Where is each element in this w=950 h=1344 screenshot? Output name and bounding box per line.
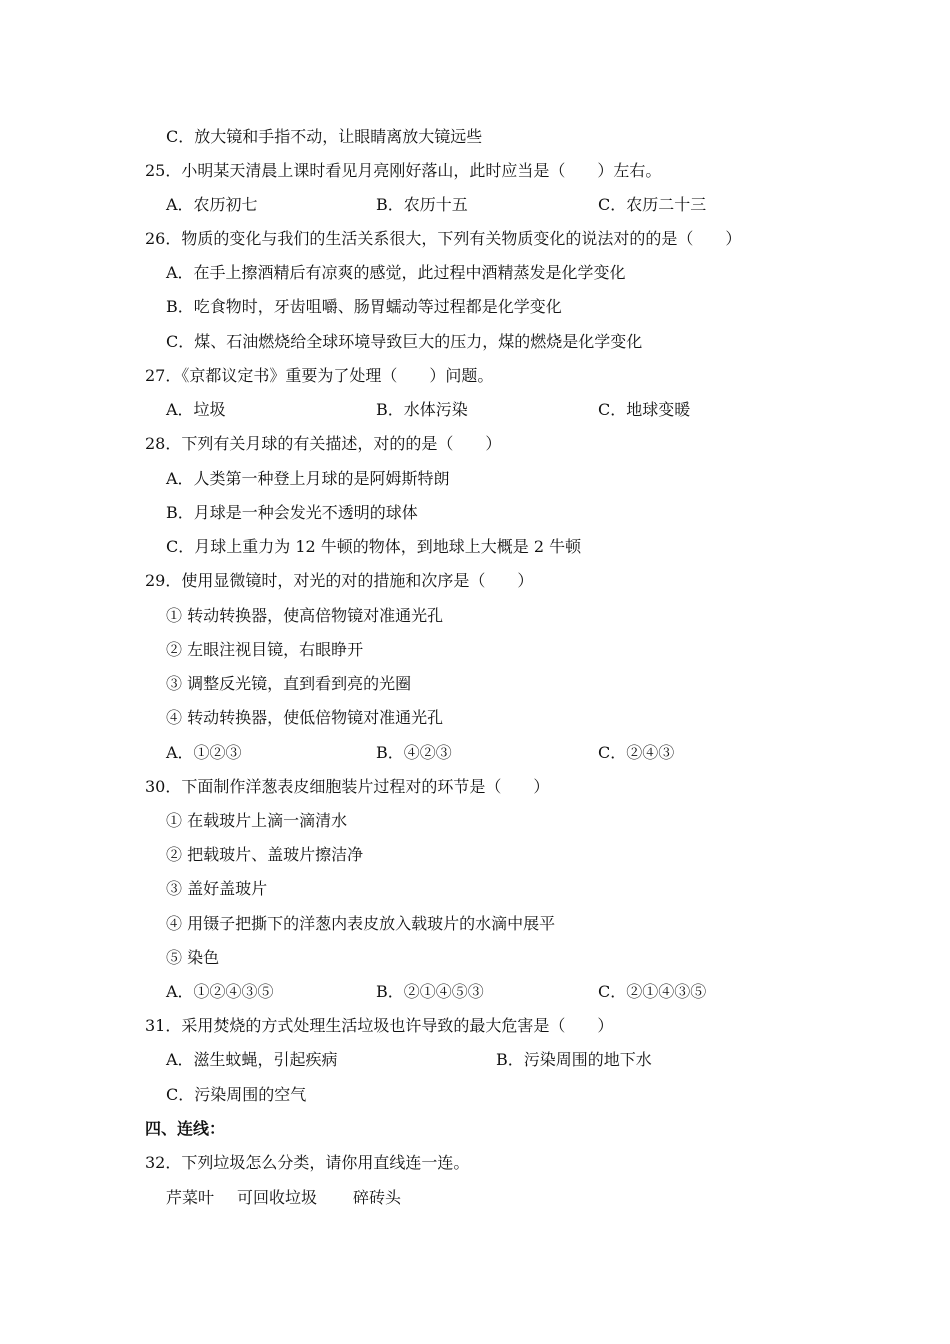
q25-option-c: C．农历二十三 (598, 195, 707, 214)
section-heading-matching: 四、连线： (145, 1119, 226, 1138)
q26-option-c: C．煤、石油燃烧给全球环境导致巨大的压力，煤的燃烧是化学变化 (166, 332, 643, 351)
q32-item-broken-brick: 碎砖头 (353, 1188, 402, 1207)
q29-step-2: ② 左眼注视目镜，右眼睁开 (166, 640, 364, 659)
q28-option-b: B．月球是一种会发光不透明的球体 (166, 503, 418, 522)
question-30: 30．下面制作洋葱表皮细胞装片过程对的环节是（ ） (145, 777, 550, 796)
q29-step-4: ④ 转动转换器，使低倍物镜对准通光孔 (166, 708, 444, 727)
q29-step-3: ③ 调整反光镜，直到看到亮的光圈 (166, 674, 412, 693)
q29-option-b: B．④②③ (376, 743, 452, 762)
q28-option-a: A．人类第一种登上月球的是阿姆斯特朗 (166, 469, 450, 488)
question-26: 26．物质的变化与我们的生活关系很大，下列有关物质变化的说法对的的是（ ） (145, 229, 742, 248)
q32-category-recyclable: 可回收垃圾 (237, 1188, 318, 1207)
q27-option-c: C．地球变暖 (598, 400, 691, 419)
q30-step-1: ① 在载玻片上滴一滴清水 (166, 811, 348, 830)
q30-step-3: ③ 盖好盖玻片 (166, 879, 268, 898)
q30-step-4: ④ 用镊子把撕下的洋葱内表皮放入载玻片的水滴中展平 (166, 914, 556, 933)
q28-option-c: C．月球上重力为 12 牛顿的物体，到地球上大概是 2 牛顿 (166, 537, 582, 556)
q30-step-5: ⑤ 染色 (166, 948, 220, 967)
q30-option-b: B．②①④⑤③ (376, 982, 484, 1001)
q29-option-a: A．①②③ (166, 743, 242, 762)
q24-option-c: C．放大镜和手指不动，让眼睛离放大镜远些 (166, 127, 483, 146)
question-32: 32．下列垃圾怎么分类，请你用直线连一连。 (145, 1153, 470, 1172)
q25-option-b: B．农历十五 (376, 195, 468, 214)
q26-option-a: A．在手上擦酒精后有凉爽的感觉，此过程中酒精蒸发是化学变化 (166, 263, 626, 282)
q27-option-a: A．垃圾 (166, 400, 226, 419)
q26-option-b: B．吃食物时，牙齿咀嚼、肠胃蠕动等过程都是化学变化 (166, 297, 562, 316)
question-31: 31．采用焚烧的方式处理生活垃圾也许导致的最大危害是（ ） (145, 1016, 614, 1035)
q31-option-a: A．滋生蚊蝇，引起疾病 (166, 1050, 338, 1069)
q27-option-b: B．水体污染 (376, 400, 468, 419)
q31-option-c: C．污染周围的空气 (166, 1085, 307, 1104)
q25-option-a: A．农历初七 (166, 195, 258, 214)
q29-option-c: C．②④③ (598, 743, 675, 762)
q29-step-1: ① 转动转换器，使高倍物镜对准通光孔 (166, 606, 444, 625)
q30-step-2: ② 把载玻片、盖玻片擦洁净 (166, 845, 364, 864)
q32-item-celery-leaf: 芹菜叶 (166, 1188, 215, 1207)
question-29: 29．使用显微镜时，对光的对的措施和次序是（ ） (145, 571, 534, 590)
q30-option-c: C．②①④③⑤ (598, 982, 707, 1001)
q31-option-b: B．污染周围的地下水 (496, 1050, 652, 1069)
question-25: 25．小明某天清晨上课时看见月亮刚好落山，此时应当是（ ）左右。 (145, 161, 662, 180)
q30-option-a: A．①②④③⑤ (166, 982, 274, 1001)
question-28: 28．下列有关月球的有关描述，对的的是（ ） (145, 434, 502, 453)
question-27: 27．《京都议定书》重要为了处理（ ）问题。 (145, 366, 494, 385)
